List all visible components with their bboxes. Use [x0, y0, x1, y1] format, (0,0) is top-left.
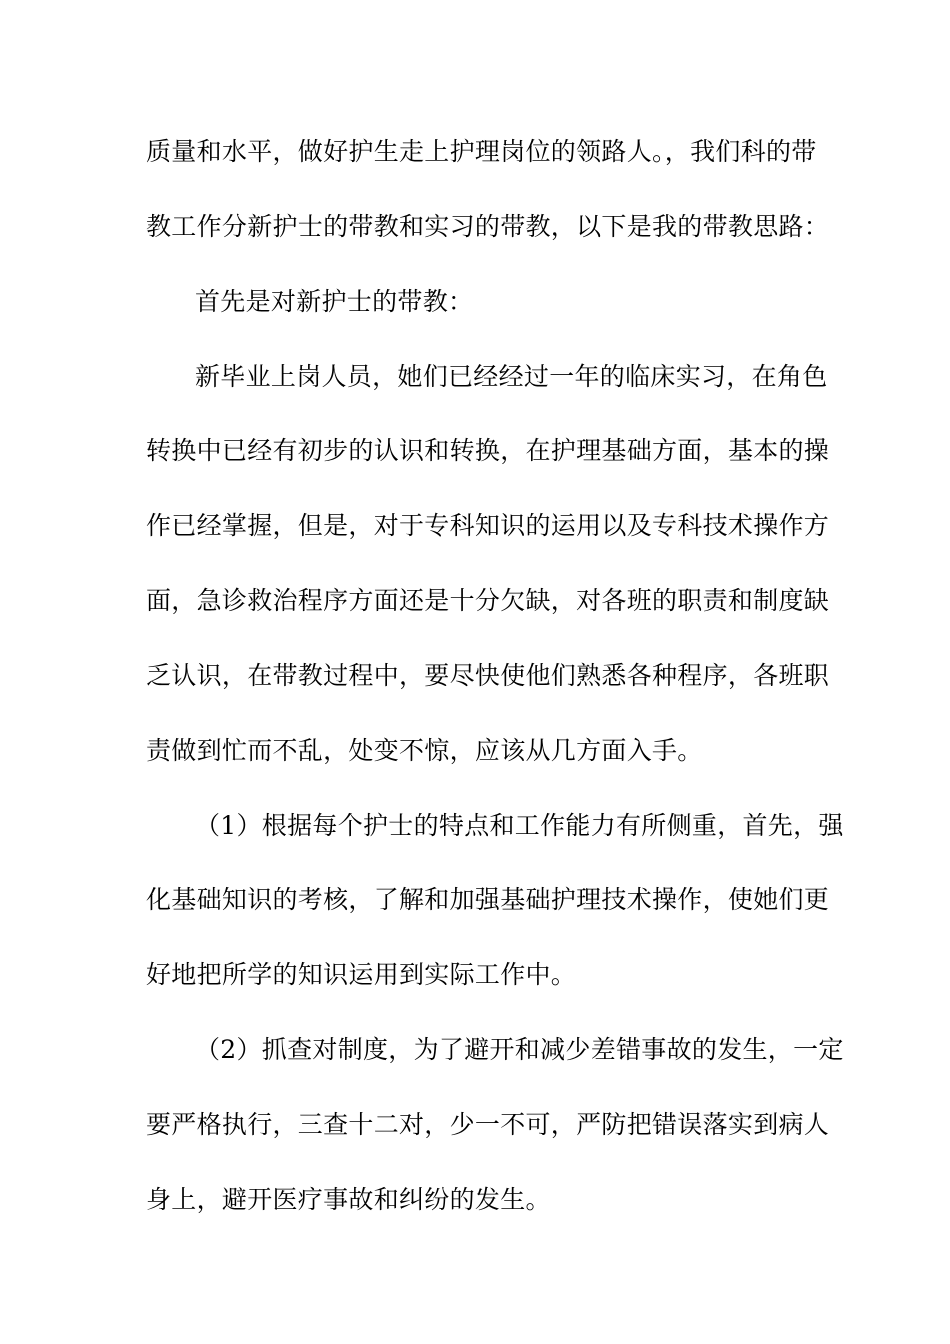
- text-line: 乏认识，在带教过程中，要尽快使他们熟悉各种程序，各班职: [146, 661, 830, 690]
- text-line: 教工作分新护士的带教和实习的带教，以下是我的带教思路：: [146, 212, 830, 241]
- text-line: （2）抓查对制度，为了避开和减少差错事故的发生，一定: [195, 1035, 844, 1064]
- text-line: 首先是对新护士的带教：: [195, 287, 474, 316]
- text-line: 身上，避开医疗事故和纠纷的发生。: [146, 1185, 551, 1214]
- text-line: 要严格执行，三查十二对，少一不可，严防把错误落实到病人: [146, 1110, 830, 1139]
- text-line: 新毕业上岗人员，她们已经经过一年的临床实习，在角色: [195, 362, 828, 391]
- text-line: 面，急诊救治程序方面还是十分欠缺，对各班的职责和制度缺: [146, 586, 830, 615]
- text-line: 质量和水平，做好护生走上护理岗位的领路人。，我们科的带: [146, 137, 817, 166]
- text-line: （1）根据每个护士的特点和工作能力有所侧重，首先，强: [195, 811, 844, 840]
- text-line: 作已经掌握，但是，对于专科知识的运用以及专科技术操作方: [146, 511, 830, 540]
- text-line: 化基础知识的考核，了解和加强基础护理技术操作，使她们更: [146, 885, 830, 914]
- text-line: 责做到忙而不乱，处变不惊，应该从几方面入手。: [146, 736, 703, 765]
- text-line: 好地把所学的知识运用到实际工作中。: [146, 960, 577, 989]
- text-line: 转换中已经有初步的认识和转换，在护理基础方面，基本的操: [146, 436, 830, 465]
